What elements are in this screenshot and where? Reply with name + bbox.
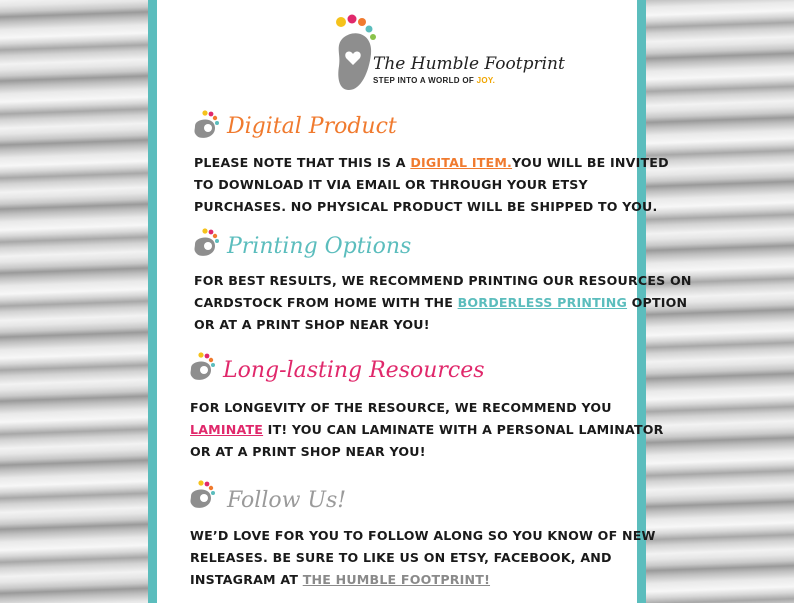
footprint-icon (191, 228, 227, 260)
heading-follow-us: Follow Us! (227, 488, 347, 513)
digital-product-text: PLEASE NOTE THAT THIS IS A DIGITAL ITEM.YOU WILL BE INVITED TO DOWNLOAD IT VIA EMAIL OR THROUGH YOUR ETSY PURCHASES. NO PHYSICAL PRODUCT WILL BE SHIPPED TO YOU. (194, 155, 669, 214)
info-panel (157, 0, 692, 603)
laminate-link[interactable]: LAMINATE (190, 422, 264, 437)
borderless-printing-link[interactable]: BORDERLESS PRINTING (457, 295, 628, 310)
digital-item-link[interactable]: DIGITAL ITEM. (410, 155, 513, 170)
heading-digital-product: Digital Product (227, 114, 397, 139)
brand-tagline: STEP INTO A WORLD OF JOY. (373, 76, 496, 85)
humble-footprint-link[interactable]: THE HUMBLE FOOTPRINT! (302, 572, 491, 587)
footprint-icon (191, 110, 227, 142)
heading-printing-options: Printing Options (227, 234, 412, 259)
follow-us-text: WE’D LOVE FOR YOU TO FOLLOW ALONG SO YOU KNOW OF NEW RELEASES. BE SURE TO LIKE US ON ETSY, FACEBOOK, AND INSTAGRAM AT THE HUMBLE FOOTPRINT! (190, 528, 656, 587)
footprint-icon (187, 480, 223, 512)
tagline-highlight: JOY. (476, 76, 496, 85)
printing-options-text: FOR BEST RESULTS, WE RECOMMEND PRINTING OUR RESOURCES ON CARDSTOCK FROM HOME WITH THE BORDERLESS PRINTING OPTION OR AT A PRINT SHOP NEAR YOU! (194, 273, 692, 332)
long-lasting-text: FOR LONGEVITY OF THE RESOURCE, WE RECOMMEND YOU LAMINATE IT! YOU CAN LAMINATE WITH A PERSONAL LAMINATOR OR AT A PRINT SHOP NEAR YOU! (190, 400, 664, 459)
heading-long-lasting-resources: Long-lasting Resources (223, 358, 485, 383)
brand-logo (333, 14, 565, 94)
brand-name: The Humble Footprint (373, 54, 565, 74)
footprint-icon (187, 352, 223, 384)
